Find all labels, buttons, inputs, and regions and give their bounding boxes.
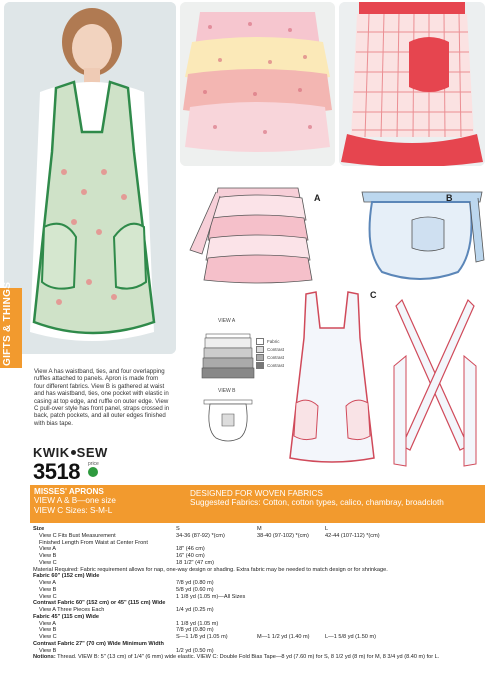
notions-label: Notions: — [33, 654, 56, 660]
view-b-flat — [200, 396, 256, 446]
yardage-cell-c1: 7/8 yd (0.80 m) — [176, 580, 214, 586]
yardage-cell-c3: 42-44 (107-112) *(cm) — [325, 532, 380, 539]
yardage-cell-c0: View C Fits Bust Measurement — [39, 532, 116, 539]
yardage-cell-c0: View A — [39, 546, 56, 553]
info-band — [30, 485, 485, 523]
yardage-cell-c2: 38-40 (97-102) *(cm) — [257, 532, 309, 539]
yardage-cell-c1: 16" (40 cm) — [176, 553, 205, 559]
yardage-cell-c1: 18" (46 cm) — [176, 546, 205, 553]
yardage-cell-c1: 1/4 yd (0.25 m) — [176, 607, 214, 613]
yardage-cell-c0: View C — [39, 593, 57, 600]
yardage-row — [33, 587, 483, 594]
yardage-cell-c1: S — [176, 526, 180, 532]
yardage-cell-c0: View B — [39, 627, 57, 634]
fabric-type: DESIGNED FOR WOVEN FABRICS — [190, 489, 323, 498]
band-left — [34, 487, 184, 515]
view-c-back-drawing — [390, 296, 480, 472]
brand-left: KWIK — [33, 445, 70, 460]
yardage-row — [33, 607, 483, 614]
yardage-row — [33, 573, 483, 580]
yardage-cell-c0: View B — [39, 553, 57, 559]
yardage-row — [33, 580, 483, 587]
view-b-flat-label: VIEW B — [218, 388, 236, 394]
yardage-cell-c0: View B — [39, 647, 57, 654]
yardage-row — [33, 594, 483, 601]
yardage-row — [33, 567, 483, 574]
pattern-title: MISSES' APRONS — [34, 487, 104, 496]
band-right — [190, 489, 485, 508]
category-tab-label: GIFTS & THINGS — [2, 281, 13, 366]
yardage-cell-c0: Fabric 45" (115 cm) Wide — [33, 613, 100, 620]
yardage-cell-c1: 18 1/2" (47 cm) — [176, 559, 215, 566]
yardage-cell-c3: L—1 5/8 yd (1.50 m) — [325, 634, 376, 640]
category-tab — [0, 281, 22, 368]
yardage-cell-c0: View A — [39, 580, 56, 586]
yardage-cell-c0: Finished Length From Waist at Center Front — [39, 539, 148, 546]
yardage-cell-c0: Contrast Fabric 27" (70 cm) Wide Minimum Width — [33, 640, 164, 647]
pattern-number: 3518 — [33, 459, 80, 484]
yardage-row — [33, 641, 483, 648]
view-a-flat-label: VIEW A — [218, 318, 236, 324]
legend-contrast-1: Contrast — [267, 347, 285, 352]
yardage-row — [33, 627, 483, 634]
yardage-row — [33, 526, 483, 533]
yardage-cell-c0: Fabric 60" (152 cm) Wide — [33, 573, 100, 580]
yardage-row — [33, 614, 483, 621]
yardage-table — [33, 526, 483, 654]
yardage-row — [33, 560, 483, 567]
notions — [33, 654, 483, 661]
photo-view-b-apron — [339, 2, 485, 166]
fabric-legend — [256, 338, 284, 370]
yardage-cell-c0: Size — [33, 526, 45, 532]
suggested-fabrics: Suggested Fabrics: Cotton, cotton types, calico, chambray, broadcloth — [190, 498, 444, 508]
view-description: View A has waistband, ties, and four overlapping ruffles attached to panels. Apron is made from four different fabrics. View B is gathered at waist and has waistband, ties, one pocket with elastic in casing at top edge, and ruffle on outer edge. View C pull-over style has front panel, straps crossed in back, patch pockets, and all outer edges finished with bias tape. — [34, 368, 170, 427]
yardage-row — [33, 546, 483, 553]
view-c-front-drawing — [286, 288, 378, 468]
view-a-flat — [200, 326, 256, 382]
yardage-cell-c0: Contrast Fabric 60" (152 cm) or 45" (115 cm) Wide — [33, 600, 166, 607]
yardage-cell-c3: L — [325, 526, 329, 532]
yardage-cell-c2: M — [257, 526, 262, 532]
photo-view-a-apron — [180, 2, 335, 166]
yardage-cell-c0: View A Three Pieces Each — [39, 607, 105, 613]
photo-view-c-model — [4, 2, 176, 354]
legend-fabric: Fabric — [267, 339, 280, 344]
brand-logo — [33, 445, 108, 460]
price-dot-icon — [88, 467, 98, 477]
legend-contrast-2: Contrast — [267, 355, 285, 360]
yardage-row — [33, 634, 483, 641]
view-a-letter: A — [314, 193, 321, 203]
yardage-cell-c1: 1/2 yd (0.50 m) — [176, 647, 214, 654]
yardage-cell-c1: 7/8 yd (0.80 m) — [176, 627, 214, 634]
size-line-c: VIEW C Sizes: S-M-L — [34, 505, 113, 515]
notions-text: Thread. VIEW B: 5" (13 cm) of 1/4" (6 mm) wide elastic. VIEW C: Double Fold Bias Tape—8 yd (7.60 m) for S, 8 1/2 yd (8 m) for M, 8 3/4 yd (8.40 m) for L. — [57, 654, 440, 660]
yardage-cell-c0: View B — [39, 586, 57, 593]
yardage-cell-c0: View C — [39, 559, 57, 566]
yardage-cell-c0: View A — [39, 620, 56, 627]
brand-dot-icon — [71, 450, 76, 455]
yardage-row — [33, 553, 483, 560]
yardage-cell-c1: 1 1/8 yd (1.05 m)—All Sizes — [176, 593, 246, 600]
yardage-cell-c1: 5/8 yd (0.60 m) — [176, 586, 214, 593]
yardage-cell-c1: 1 1/8 yd (1.05 m) — [176, 620, 219, 627]
yardage-row — [33, 621, 483, 628]
yardage-row — [33, 533, 483, 540]
view-c-letter: C — [370, 290, 377, 300]
price-label: price — [88, 461, 99, 467]
view-b-letter: B — [446, 193, 453, 203]
yardage-row — [33, 600, 483, 607]
yardage-cell-c2: M—1 1/2 yd (1.40 m) — [257, 634, 310, 640]
yardage-cell-c1: 34-36 (87-92) *(cm) — [176, 532, 225, 539]
yardage-cell-c0: View C — [39, 634, 57, 640]
yardage-cell-c1: S—1 1/8 yd (1.05 m) — [176, 634, 228, 640]
brand-right: SEW — [76, 445, 108, 460]
yardage-cell-c0: Material Required: Fabric requirement allows for nap, one-way design or shading. Extra fabric may be needed to match design or for shrinkage. — [33, 566, 388, 573]
legend-contrast-3: Contrast — [267, 363, 285, 368]
yardage-row — [33, 540, 483, 547]
view-a-drawing — [188, 180, 328, 290]
size-line-ab: VIEW A & B—one size — [34, 496, 116, 506]
view-b-drawing — [358, 180, 486, 290]
